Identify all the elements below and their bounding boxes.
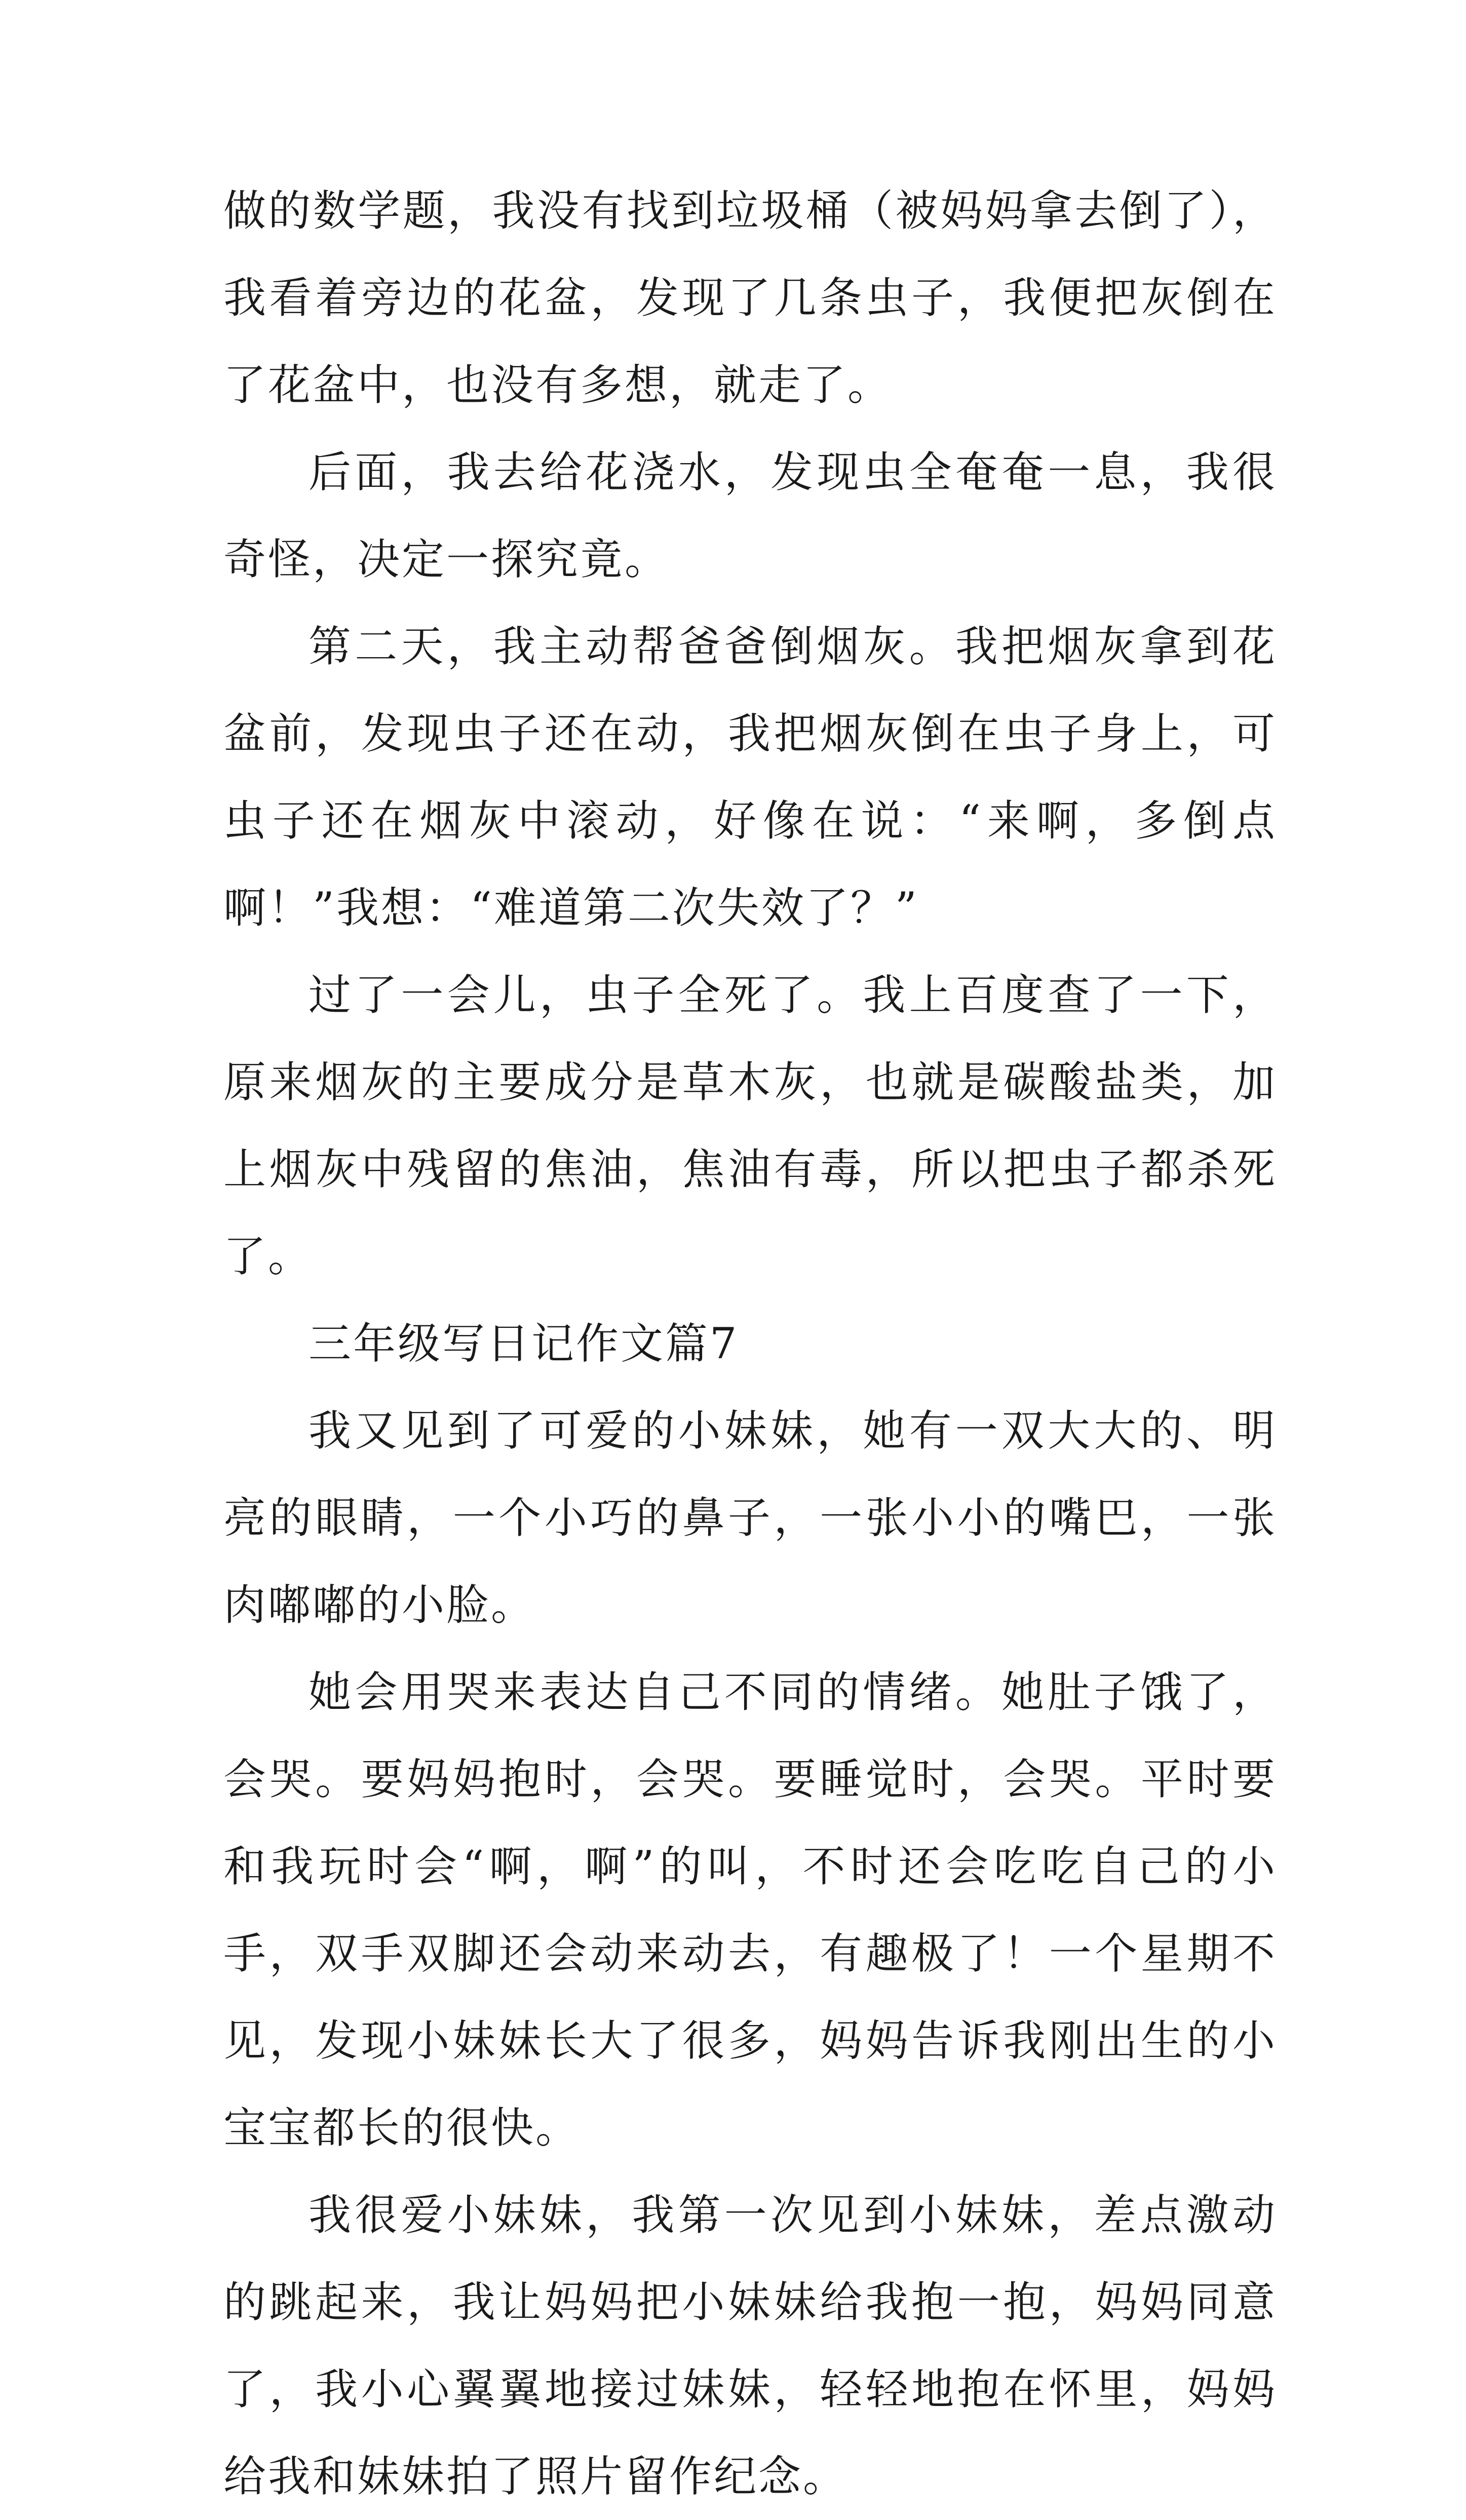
document-body (223, 167, 1277, 2520)
paragraph-continued: 做的数学题，我没有找到垃圾桶（被妈妈拿去倒了），我看着旁边的花盆，发现了几条虫子，我便把灰倒在了花盆中，也没有多想，就走了。 (223, 186, 1277, 410)
section-heading: 三年级写日记作文篇7 (308, 1319, 739, 1368)
paragraph: 我又见到了可爱的小妹妹，她有一双大大的、明亮的眼睛，一个小巧的鼻子，一张小小的嘴巴，一张肉嘟嘟的小脸。 (223, 1406, 1277, 1630)
paragraph: 第二天，我主动帮爸爸倒烟灰。我把烟灰拿到花盆前，发现虫子还在动，我把烟灰倒在虫子身上，可虫子还在烟灰中滚动，好像在说：“来啊，多倒点啊！”我想：“难道第二次失效了？” (223, 622, 1277, 933)
paragraph: 我很爱小妹妹，我第一次见到小妹妹，差点激动的跳起来，我让妈妈把小妹妹给我抱一抱，妈妈同意了，我小心翼翼地接过妹妹，轻轻地抱在怀里，妈妈给我和妹妹拍了照片留作纪念。 (223, 2190, 1277, 2501)
paragraph: 她会用哭来表达自己不同的情绪。她肚子饿了，会哭。要妈妈抱时，会哭。要睡觉时，会哭。平时要和我玩时会“啊，啊”的叫，不时还会吃吃自己的小手，双手双脚还会动来动去，有趣极了！一个星期不见，发现小妹妹长大了很多，妈妈告诉我刚出生的小宝宝都长的很快。 (223, 1667, 1277, 2153)
paragraph: 后面，我去给花浇水，发现虫全奄奄一息，我很奇怪，决定一探究竟。 (223, 447, 1277, 584)
paragraph: 过了一会儿，虫子全死了。我上百度查了一下，原来烟灰的主要成分是草木灰，也就是碳酸盐类，加上烟灰中残留的焦油，焦油有毒，所以把虫子都杀死了。 (223, 970, 1277, 1281)
